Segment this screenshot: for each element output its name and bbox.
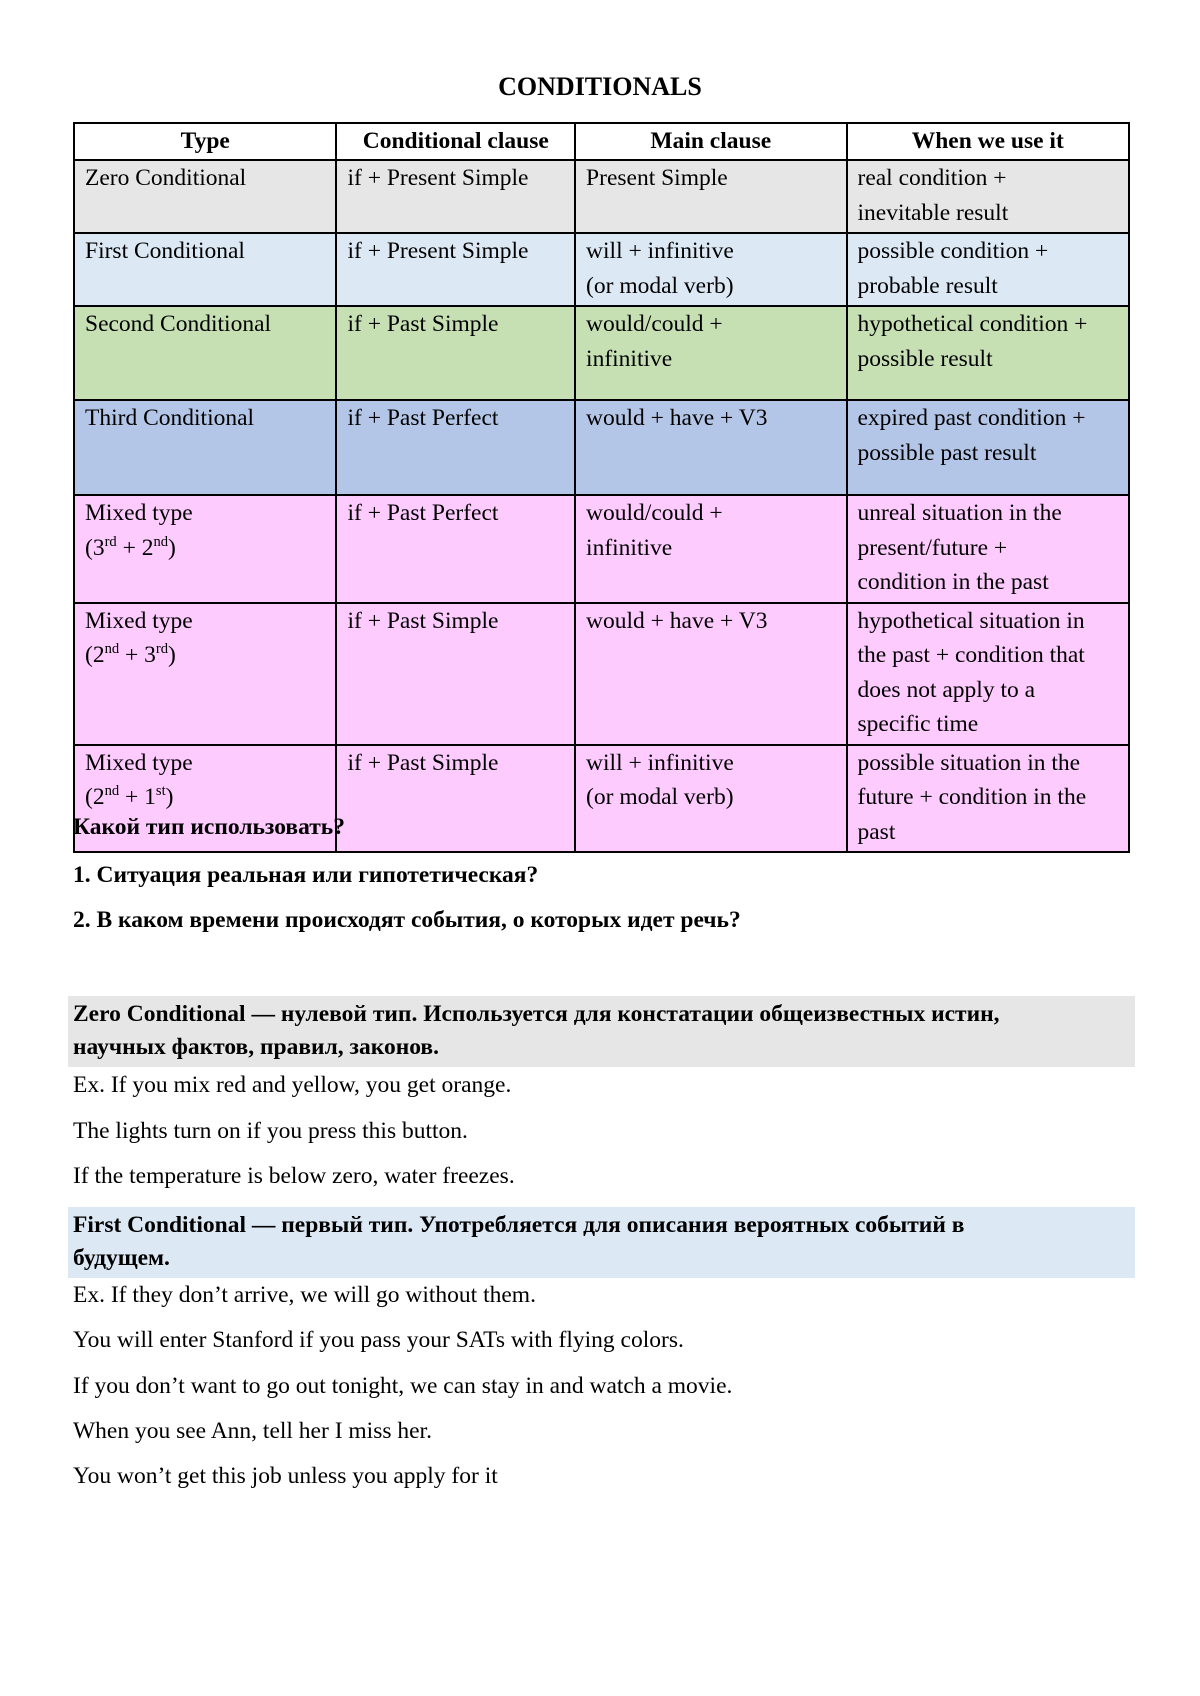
ordinal-suffix: nd	[104, 641, 120, 658]
usage-line: inevitable result	[857, 199, 1009, 226]
usage-line: future + condition in the	[857, 784, 1087, 810]
ordinal-suffix: rd	[155, 641, 169, 658]
cell-main-clause	[575, 306, 846, 400]
table-row	[74, 400, 1129, 495]
cell-type	[74, 400, 336, 495]
first-example: Ex. If they don’t arrive, we will go without them.	[73, 1282, 536, 1308]
ordinal-suffix: nd	[153, 533, 169, 550]
usage-line: probable result	[857, 272, 998, 299]
type-combination-part: + 1	[119, 784, 156, 810]
type-combination-part: + 2	[116, 534, 154, 561]
first-conditional-heading	[68, 1207, 1135, 1278]
zero-example: The lights turn on if you press this button.	[73, 1118, 468, 1144]
cell-main-clause	[575, 400, 846, 495]
usage-line: past	[857, 818, 896, 845]
type-name: Second Conditional	[85, 311, 272, 337]
main-clause-line: (or modal verb)	[586, 784, 734, 810]
cell-main-clause	[575, 603, 846, 745]
first-heading-line-2: будущем.	[73, 1245, 170, 1271]
usage-line: real condition +	[857, 165, 1007, 191]
usage-line: possible situation in the	[857, 749, 1081, 776]
ordinal-suffix: rd	[104, 533, 117, 550]
first-example: You will enter Stanford if you pass your SATs with flying colors.	[73, 1327, 684, 1353]
type-combination-part: + 3	[119, 642, 156, 668]
page-title: CONDITIONALS	[498, 72, 702, 101]
type-name: First Conditional	[85, 238, 245, 264]
usage-line: the past + condition that	[857, 642, 1085, 668]
conditionals-table	[73, 122, 1130, 853]
cell-type	[74, 603, 336, 745]
usage-line: possible condition +	[857, 238, 1049, 264]
first-heading-line-1: First Conditional — первый тип. Употребляется для описания вероятных событий в	[73, 1212, 965, 1238]
zero-example: If the temperature is below zero, water freezes.	[73, 1163, 515, 1189]
cell-type	[74, 160, 336, 233]
type-combination	[85, 531, 327, 566]
cell-conditional-clause: if + Past Perfect	[336, 495, 575, 603]
cell-when-we-use-it	[847, 233, 1130, 306]
type-combination	[85, 780, 327, 815]
table-row	[74, 233, 1129, 306]
cell-type	[74, 306, 336, 400]
usage-line: does not apply to a	[857, 676, 1036, 703]
usage-line: present/future +	[857, 534, 1008, 561]
type-combination-part: )	[165, 784, 174, 810]
cell-conditional-clause: if + Past Perfect	[336, 400, 575, 495]
cell-main-clause	[575, 160, 846, 233]
ordinal-suffix: st	[155, 783, 166, 800]
type-name: Third Conditional	[85, 405, 255, 431]
usage-line: hypothetical situation in	[857, 607, 1085, 634]
cell-when-we-use-it	[847, 745, 1130, 853]
question-1: 1. Ситуация реальная или гипотетическая?	[73, 862, 539, 888]
cell-main-clause	[575, 495, 846, 603]
type-name: Mixed type	[85, 500, 193, 526]
header-conditional-clause: Conditional clause	[336, 123, 575, 160]
table-header-row	[74, 123, 1129, 160]
usage-line: expired past condition +	[857, 405, 1086, 431]
cell-when-we-use-it	[847, 160, 1130, 233]
cell-conditional-clause: if + Present Simple	[336, 160, 575, 233]
main-clause-line: would/could +	[586, 500, 723, 526]
questions-heading: Какой тип использовать?	[73, 814, 345, 840]
usage-line: condition in the past	[857, 569, 1049, 595]
cell-when-we-use-it	[847, 603, 1130, 745]
table-row	[74, 160, 1129, 233]
zero-heading-line-2: научных фактов, правил, законов.	[73, 1034, 439, 1060]
ordinal-suffix: nd	[104, 783, 120, 800]
cell-when-we-use-it	[847, 495, 1130, 603]
type-combination-part: (2	[85, 784, 105, 810]
zero-conditional-heading	[68, 996, 1135, 1067]
first-example: If you don’t want to go out tonight, we can stay in and watch a movie.	[73, 1373, 733, 1399]
cell-conditional-clause: if + Present Simple	[336, 233, 575, 306]
usage-line: possible result	[857, 345, 993, 372]
table-row	[74, 495, 1129, 603]
table-row	[74, 603, 1129, 745]
cell-when-we-use-it	[847, 306, 1130, 400]
type-combination-part: )	[168, 534, 176, 561]
first-example: When you see Ann, tell her I miss her.	[73, 1418, 432, 1444]
zero-example: Ex. If you mix red and yellow, you get orange.	[73, 1072, 512, 1098]
cell-conditional-clause: if + Past Simple	[336, 306, 575, 400]
main-clause-line: Present Simple	[586, 165, 728, 191]
main-clause-line: would + have + V3	[586, 405, 768, 431]
main-clause-line: would/could +	[586, 311, 723, 337]
type-combination	[85, 638, 327, 673]
usage-line: unreal situation in the	[857, 500, 1062, 526]
type-name: Mixed type	[85, 607, 193, 634]
main-clause-line: will + infinitive	[586, 749, 734, 776]
header-main-clause: Main clause	[575, 123, 846, 160]
main-clause-line: infinitive	[586, 345, 673, 372]
header-type: Type	[74, 123, 336, 160]
table-row	[74, 306, 1129, 400]
main-clause-line: will + infinitive	[586, 238, 734, 264]
usage-line: possible past result	[857, 439, 1037, 466]
main-clause-line: infinitive	[586, 534, 673, 561]
type-combination-part: (3	[85, 534, 105, 561]
first-example: You won’t get this job unless you apply for it	[73, 1463, 498, 1489]
cell-main-clause	[575, 745, 846, 853]
main-clause-line: would + have + V3	[586, 607, 768, 634]
cell-when-we-use-it	[847, 400, 1130, 495]
usage-line: specific time	[857, 711, 979, 737]
cell-type	[74, 233, 336, 306]
type-name: Mixed type	[85, 749, 193, 776]
type-combination-part: )	[168, 642, 176, 668]
usage-line: hypothetical condition +	[857, 311, 1088, 337]
cell-conditional-clause: if + Past Simple	[336, 603, 575, 745]
cell-conditional-clause: if + Past Simple	[336, 745, 575, 853]
cell-type	[74, 495, 336, 603]
type-combination-part: (2	[85, 642, 105, 668]
cell-main-clause	[575, 233, 846, 306]
type-name: Zero Conditional	[85, 165, 247, 191]
question-2: 2. В каком времени происходят события, о которых идет речь?	[73, 907, 741, 933]
header-when-we-use-it: When we use it	[847, 123, 1130, 160]
zero-heading-line-1: Zero Conditional — нулевой тип. Используется для констатации общеизвестных истин,	[73, 1001, 1000, 1027]
main-clause-line: (or modal verb)	[586, 272, 734, 299]
